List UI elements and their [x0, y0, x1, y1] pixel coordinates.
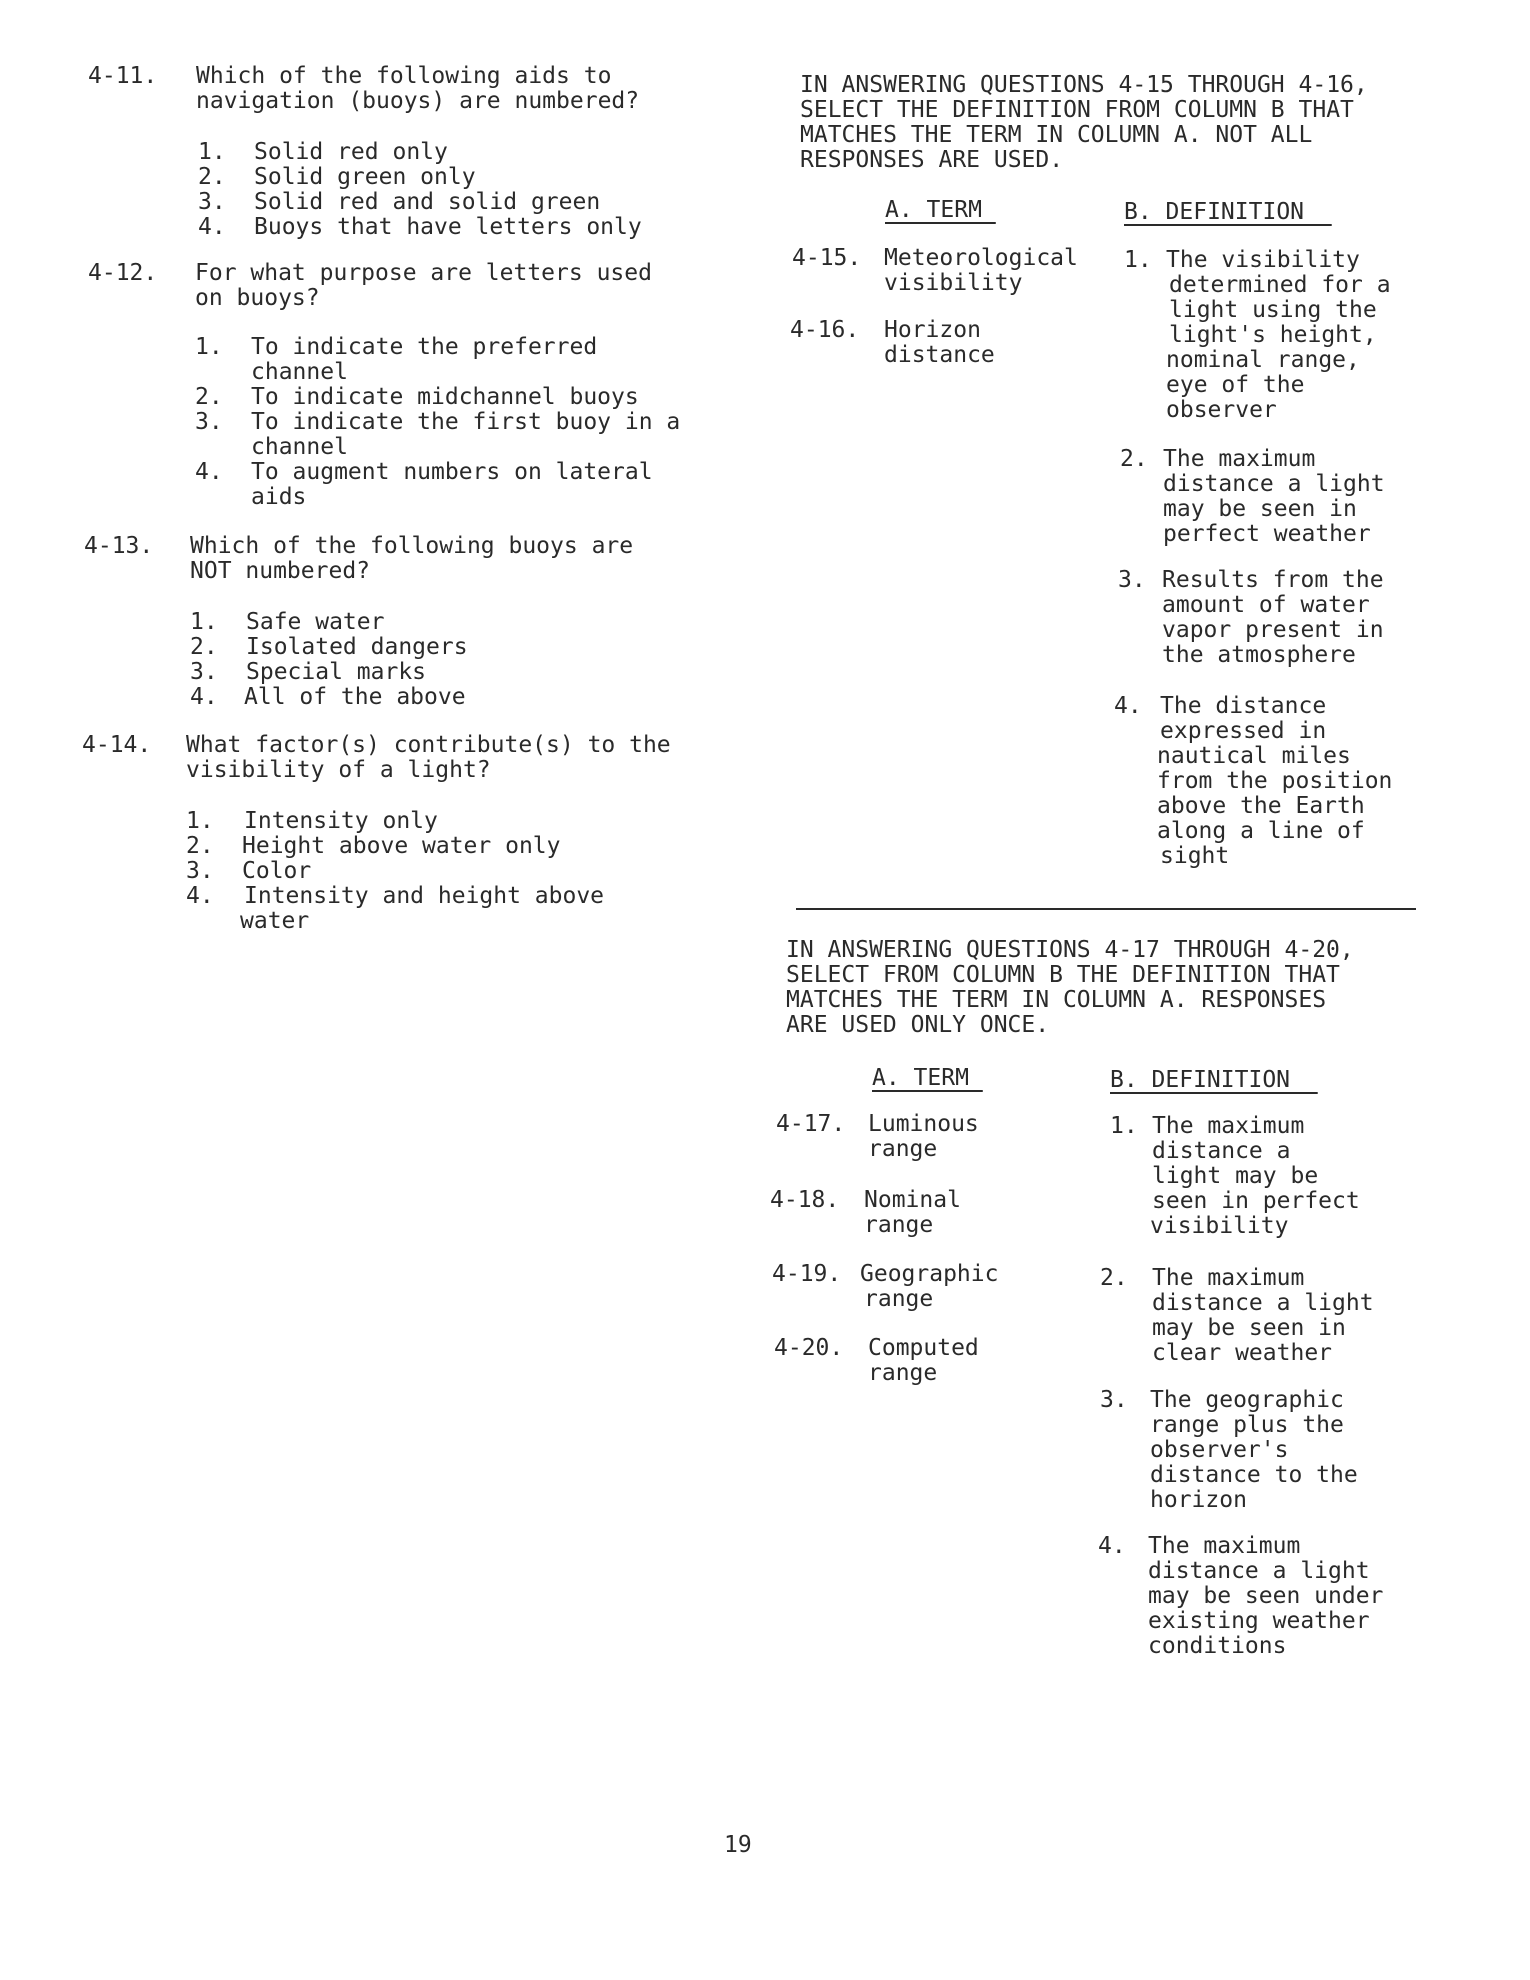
option: 3. To indicate the first buoy in a channel	[195, 409, 681, 460]
option-list	[195, 335, 680, 510]
option: 4. All of the above	[190, 684, 466, 710]
option: 3. Solid red and solid green	[198, 189, 601, 215]
option: 2. Solid green only	[198, 164, 476, 190]
option: 1. To indicate the preferred channel	[195, 334, 598, 385]
option: 1. Solid red only	[198, 139, 448, 165]
term-number: 4-16.	[790, 317, 860, 343]
term-text: Meteorological visibility	[884, 245, 1078, 296]
question-text: For what purpose are letters used on buoys?	[195, 260, 652, 311]
term-number: 4-15.	[792, 245, 862, 271]
column-a-heading: A. TERM	[885, 197, 996, 223]
term-text: Computed range	[868, 1335, 979, 1386]
matching-instructions-4-15-4-16: IN ANSWERING QUESTIONS 4-15 THROUGH 4-16, SELECT THE DEFINITION FROM COLUMN B THAT MATCHES THE TERM IN COLUMN A. NOT ALL RESPONSES ARE USED.	[800, 72, 1368, 173]
page-number: 19	[724, 1832, 752, 1858]
option-list	[186, 809, 604, 934]
section-divider	[796, 908, 1416, 910]
question-number: 4-13.	[84, 533, 154, 559]
option: 4. Intensity and height above water	[186, 883, 605, 934]
option: 3. Color	[186, 858, 312, 884]
option: 4. To augment numbers on lateral aids	[195, 459, 653, 510]
term-number: 4-18.	[770, 1187, 840, 1213]
option: 4. Buoys that have letters only	[198, 214, 642, 240]
term-text: Horizon distance	[884, 317, 995, 368]
question-number: 4-12.	[88, 260, 158, 286]
question-number: 4-11.	[88, 63, 158, 89]
option: 2. To indicate midchannel buoys	[195, 384, 639, 410]
option-list	[198, 140, 642, 240]
term-text: Nominal range	[864, 1187, 961, 1238]
column-a-heading: A. TERM	[872, 1065, 983, 1091]
question-text: Which of the following buoys are NOT numbered?	[190, 533, 634, 584]
term-number: 4-20.	[774, 1335, 844, 1361]
term-number: 4-17.	[776, 1111, 846, 1137]
column-b-heading: B. DEFINITION	[1110, 1067, 1318, 1093]
question-number: 4-14.	[82, 732, 152, 758]
question-text: What factor(s) contribute(s) to the visibility of a light?	[186, 732, 671, 783]
term-text: Geographic range	[860, 1261, 999, 1312]
option: 3. Special marks	[190, 659, 427, 685]
option: 1. Intensity only	[186, 808, 438, 834]
option-list	[190, 610, 468, 710]
question-text: Which of the following aids to navigation (buoys) are numbered?	[196, 63, 640, 114]
matching-instructions-4-17-4-20: IN ANSWERING QUESTIONS 4-17 THROUGH 4-20, SELECT FROM COLUMN B THE DEFINITION THAT MATCHES THE TERM IN COLUMN A. RESPONSES ARE USED ONLY ONCE.	[786, 937, 1354, 1038]
option: 1. Safe water	[190, 609, 385, 635]
column-b-heading: B. DEFINITION	[1124, 199, 1332, 225]
term-text: Luminous range	[868, 1111, 979, 1162]
option: 2. Height above water only	[186, 833, 561, 859]
term-number: 4-19.	[772, 1261, 842, 1287]
option: 2. Isolated dangers	[190, 634, 468, 660]
